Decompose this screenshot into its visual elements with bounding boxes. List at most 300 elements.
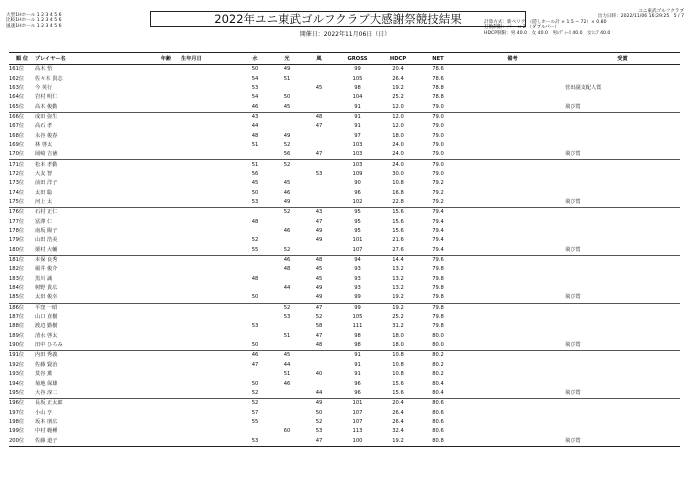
age-cell [151,74,181,83]
hdcp-cell: 10.8 [392,371,404,378]
c2-cell: 49 [283,132,291,139]
note-cell [460,389,565,399]
note-cell [460,179,565,188]
col-c2: 光 [271,53,303,65]
table-row [9,399,680,409]
note-cell [460,65,565,75]
c1-cell: 50 [251,342,259,349]
birthday-cell [181,74,239,83]
gross-cell: 113 [352,428,363,435]
birthday-cell [181,170,239,179]
hdcp-cell: 19.2 [392,84,404,91]
hdcp-cell: 13.2 [392,266,404,273]
age-cell [151,361,181,370]
c3-cell: 43 [303,208,335,218]
table-row [9,122,680,131]
birthday-cell [181,313,239,322]
note-cell [460,74,565,83]
col-gross: GROSS [335,53,380,65]
age-cell [151,160,181,170]
player-cell: 佐藤 道子 [35,436,151,446]
c2-cell: 51 [283,332,291,339]
col-player: プレイヤー名 [35,53,151,65]
table-row [9,208,680,218]
c3-cell: 40 [315,371,323,378]
rank-cell: 166位 [9,112,35,122]
note-cell [460,265,565,274]
gross-cell: 100 [335,436,380,446]
hdcp-cell: 14.4 [380,255,416,265]
c3-cell [303,379,335,388]
note-cell [460,227,565,236]
award-cell: 飛び賞 [565,246,581,253]
gross-cell: 93 [354,266,361,273]
hdcp-limit: HDCP制限：男 40.0 女 40.0 男ﾚﾃﾞｨｰｽ 40.0 女ｼﾆｱ 40.0 [484,30,611,36]
rank-cell: 183位 [9,275,25,282]
c3-cell: 49 [315,294,323,301]
birthday-cell [181,65,239,75]
net-cell: 80.0 [432,332,444,339]
net-cell: 79.0 [432,132,444,139]
gross-cell: 95 [354,218,361,225]
hdcp-cell: 12.0 [392,123,404,130]
table-row [9,102,680,112]
award-cell [565,255,680,265]
c1-cell: 50 [251,380,259,387]
net-cell: 79.8 [416,303,460,313]
c1-cell: 50 [251,66,259,73]
award-cell: 飛び賞 [565,294,581,301]
rank-cell: 189位 [9,332,25,339]
table-row [9,65,680,75]
c3-cell: 47 [303,303,335,313]
table-row [9,436,680,446]
player-cell: 南坂 陽子 [35,228,58,235]
age-cell [151,313,181,322]
table-row [9,131,680,140]
c2-cell: 60 [283,428,291,435]
hdcp-cell: 10.8 [392,361,404,368]
birthday-cell [181,418,239,427]
net-cell: 79.4 [432,218,444,225]
c1-cell: 43 [239,112,271,122]
c2-cell: 49 [283,198,291,205]
gross-cell: 91 [335,112,380,122]
gross-cell: 111 [352,323,363,330]
player-cell: 树野 貴広 [35,285,58,292]
hdcp-cell: 30.0 [392,170,404,177]
award-cell [565,265,680,274]
gross-cell: 103 [335,160,380,170]
table-row [9,284,680,293]
player-cell: 本保 良秀 [35,255,151,265]
age-cell [151,436,181,446]
gross-cell: 96 [354,189,361,196]
note-cell [460,208,565,218]
birthday-cell [181,236,239,245]
award-cell: 飛び賞 [565,198,581,205]
table-row [9,313,680,322]
c2-cell: 53 [283,314,291,321]
c2-cell [271,122,303,131]
rank-cell: 190位 [9,342,25,349]
c1-cell: 56 [251,170,259,177]
c3-cell [303,74,335,83]
rank-cell: 182位 [9,266,25,273]
note-cell [460,84,565,93]
age-cell [151,198,181,208]
gross-cell: 107 [352,409,363,416]
note-cell [460,303,565,313]
rank-cell: 163位 [9,84,25,91]
player-cell: 中村 範種 [35,428,58,435]
c3-cell [303,93,335,102]
c2-cell: 45 [283,103,291,110]
table-row [9,150,680,160]
birthday-cell [181,370,239,379]
hdcp-cell: 21.6 [392,237,404,244]
hdcp-cell: 18.0 [392,132,404,139]
award-cell [565,160,680,170]
c1-cell: 47 [251,361,259,368]
table-row [9,141,680,150]
note-cell [460,408,565,417]
note-cell [460,255,565,265]
rank-cell: 167位 [9,123,25,130]
table-row [9,236,680,245]
gross-cell: 91 [354,103,361,110]
table-header [9,53,680,65]
c2-cell: 46 [283,189,291,196]
net-cell: 78.6 [432,66,444,73]
age-cell [151,236,181,245]
net-cell: 79.4 [416,208,460,218]
rank-cell: 194位 [9,380,25,387]
award-cell [565,370,680,379]
age-cell [151,351,181,361]
col-birthday: 生年月日 [181,53,239,65]
c3-cell [303,131,335,140]
note-cell [460,246,565,256]
note-cell [460,370,565,379]
age-cell [151,427,181,436]
rank-cell: 171位 [9,160,35,170]
note-cell [460,361,565,370]
c1-cell: 52 [239,399,271,409]
c3-cell: 50 [315,409,323,416]
table-row [9,218,680,227]
gross-cell: 107 [352,418,363,425]
c1-cell: 54 [251,75,259,82]
page-number: 5 / 7 [673,14,684,20]
c2-cell [271,436,303,446]
birthday-cell [181,265,239,274]
col-c3: 風 [303,53,335,65]
age-cell [151,65,181,75]
age-cell [151,293,181,303]
age-cell [151,227,181,236]
player-cell: 石村 正仁 [35,208,151,218]
net-cell: 79.8 [432,294,444,301]
gross-cell: 105 [352,314,363,321]
net-cell: 79.8 [432,266,444,273]
net-cell: 79.0 [432,103,444,110]
note-cell [460,93,565,102]
birthday-cell [181,93,239,102]
net-cell: 80.2 [432,371,444,378]
player-cell: 成田 弥生 [35,112,151,122]
c2-cell: 49 [283,66,291,73]
award-cell [565,351,680,361]
c1-cell [239,265,271,274]
c3-cell: 47 [315,218,323,225]
net-cell: 79.8 [432,323,444,330]
c3-cell: 45 [315,84,323,91]
net-cell: 79.2 [432,180,444,187]
age-cell [151,341,181,351]
note-cell [460,160,565,170]
player-cell: 栗村 大輔 [35,246,58,253]
award-cell [565,361,680,370]
gross-cell: 98 [354,332,361,339]
age-cell [151,112,181,122]
gross-cell: 99 [354,66,361,73]
c1-cell [239,332,271,341]
birthday-cell [181,112,239,122]
age-cell [151,102,181,112]
hole-line: 比較1Hホール 1 2 3 4 5 6 [6,18,62,24]
award-cell [565,170,680,179]
player-cell: 佐々木 貴志 [35,75,63,82]
age-cell [151,131,181,140]
birthday-cell [181,188,239,197]
age-cell [151,246,181,256]
gross-cell: 103 [352,141,363,148]
c2-cell [271,322,303,331]
hdcp-cell: 26.4 [392,418,404,425]
rank-cell: 200位 [9,436,35,446]
col-rank: 順 位 [9,53,35,65]
award-cell [565,179,680,188]
net-cell: 79.0 [432,170,444,177]
hole-info [6,13,62,29]
gross-cell: 101 [352,237,363,244]
note-cell [460,418,565,427]
col-hdcp: HDCP [380,53,416,65]
hdcp-cell: 24.0 [392,151,404,158]
hdcp-cell: 13.2 [392,285,404,292]
net-cell: 80.6 [432,418,444,425]
table-row [9,427,680,436]
hdcp-cell: 13.2 [392,275,404,282]
c3-cell [303,351,335,361]
age-cell [151,303,181,313]
c3-cell: 52 [315,314,323,321]
c2-cell: 52 [271,160,303,170]
c1-cell [239,427,271,436]
c2-cell: 52 [283,246,291,253]
hdcp-cell: 26.4 [392,75,404,82]
award-cell: 飛び賞 [565,436,680,446]
player-cell: 松本 孝勤 [35,160,151,170]
c1-cell: 48 [251,132,259,139]
award-cell [565,313,680,322]
birthday-cell [181,160,239,170]
c3-cell: 49 [303,399,335,409]
c1-cell [239,227,271,236]
c2-cell: 56 [283,151,291,158]
c1-cell: 52 [251,237,259,244]
c2-cell [271,84,303,93]
birthday-cell [181,150,239,160]
rank-cell: 177位 [9,218,25,225]
award-cell [565,303,680,313]
c1-cell: 46 [239,351,271,361]
age-cell [151,122,181,131]
table-row [9,246,680,256]
c2-cell: 46 [283,380,291,387]
rank-cell: 181位 [9,255,35,265]
gross-cell: 107 [352,246,363,253]
gross-cell: 94 [335,255,380,265]
rank-cell: 168位 [9,132,25,139]
award-cell [565,227,680,236]
gross-cell: 91 [354,123,361,130]
output-date: 出力日時：2022/11/06 16:29:25 [597,14,670,20]
c3-cell [303,65,335,75]
age-cell [151,170,181,179]
c1-cell [239,208,271,218]
age-cell [151,389,181,399]
player-cell: 坂本 朋広 [35,418,58,425]
hdcp-cell: 32.4 [392,428,404,435]
note-cell [460,198,565,208]
net-cell: 79.4 [432,228,444,235]
gross-cell: 95 [354,228,361,235]
player-cell: 清水 啓太 [35,332,58,339]
rank-cell: 173位 [9,180,25,187]
birthday-cell [181,284,239,293]
table-row [9,84,680,93]
hdcp-cell: 31.2 [392,323,404,330]
c2-cell: 45 [283,180,291,187]
birthday-cell [181,332,239,341]
c1-cell: 53 [251,323,259,330]
rank-cell: 170位 [9,151,25,158]
par-limit: 打数制限：パー × 2 （ダブルパー） [484,25,559,31]
birthday-cell [181,293,239,303]
c1-cell: 57 [251,409,259,416]
award-cell [565,399,680,409]
rank-cell: 165位 [9,103,25,110]
c2-cell: 44 [283,361,291,368]
c3-cell [303,141,335,150]
award-cell [565,188,680,197]
table-row [9,303,680,313]
table-row [9,361,680,370]
player-cell: 小山 亨 [35,409,53,416]
net-cell: 80.0 [432,342,444,349]
note-cell [460,351,565,361]
player-cell: 河上 太 [35,198,53,205]
player-cell: 高木 悟 [35,66,53,73]
note-cell [460,218,565,227]
table-row [9,160,680,170]
player-cell: 冨澤 仁 [35,218,53,225]
rank-cell: 174位 [9,189,25,196]
held-date: 開催日：2022年11月06日（日） [299,31,391,38]
net-cell: 79.0 [432,141,444,148]
player-cell: 莫谷 薫 [35,371,53,378]
note-cell [460,131,565,140]
player-cell: 内田 秀義 [35,351,151,361]
c1-cell: 51 [239,160,271,170]
birthday-cell [181,141,239,150]
c1-cell: 55 [251,418,259,425]
note-cell [460,313,565,322]
player-cell: 平窪 一昭 [35,303,151,313]
rank-cell: 186位 [9,303,35,313]
player-cell: 渡辺 勤樹 [35,323,58,330]
age-cell [151,265,181,274]
net-cell: 80.2 [432,361,444,368]
hdcp-cell: 16.8 [392,189,404,196]
player-cell: 高木 俊勤 [35,103,58,110]
age-cell [151,418,181,427]
gross-cell: 96 [354,389,361,396]
hdcp-cell: 12.0 [392,103,404,110]
c3-cell: 45 [315,266,323,273]
c2-cell [271,236,303,245]
age-cell [151,141,181,150]
table-row [9,351,680,361]
results-table [9,52,680,447]
note-cell [460,236,565,245]
c1-cell: 54 [251,94,259,101]
award-cell: 飛び賞 [565,151,581,158]
player-cell: 前田 洋子 [35,180,58,187]
rank-cell: 188位 [9,323,25,330]
birthday-cell [181,379,239,388]
net-cell: 80.4 [432,380,444,387]
c2-cell [271,112,303,122]
net-cell: 79.0 [432,151,444,158]
table-row [9,112,680,122]
hdcp-cell: 18.0 [392,342,404,349]
award-cell [565,218,680,227]
note-cell [460,322,565,331]
age-cell [151,208,181,218]
gross-cell: 105 [352,75,363,82]
net-cell: 79.8 [432,285,444,292]
award-cell [565,141,680,150]
player-cell: 永谷 俊春 [35,132,58,139]
c3-cell [303,179,335,188]
note-cell [460,332,565,341]
age-cell [151,179,181,188]
hole-line: 大型1Hホール 1 2 3 4 5 6 [6,13,62,18]
age-cell [151,379,181,388]
net-cell: 80.4 [432,389,444,396]
gross-cell: 91 [335,351,380,361]
rank-cell: 192位 [9,361,25,368]
c3-cell: 48 [303,112,335,122]
note-cell [460,379,565,388]
net-cell: 79.0 [416,112,460,122]
age-cell [151,284,181,293]
birthday-cell [181,218,239,227]
c2-cell [271,399,303,409]
